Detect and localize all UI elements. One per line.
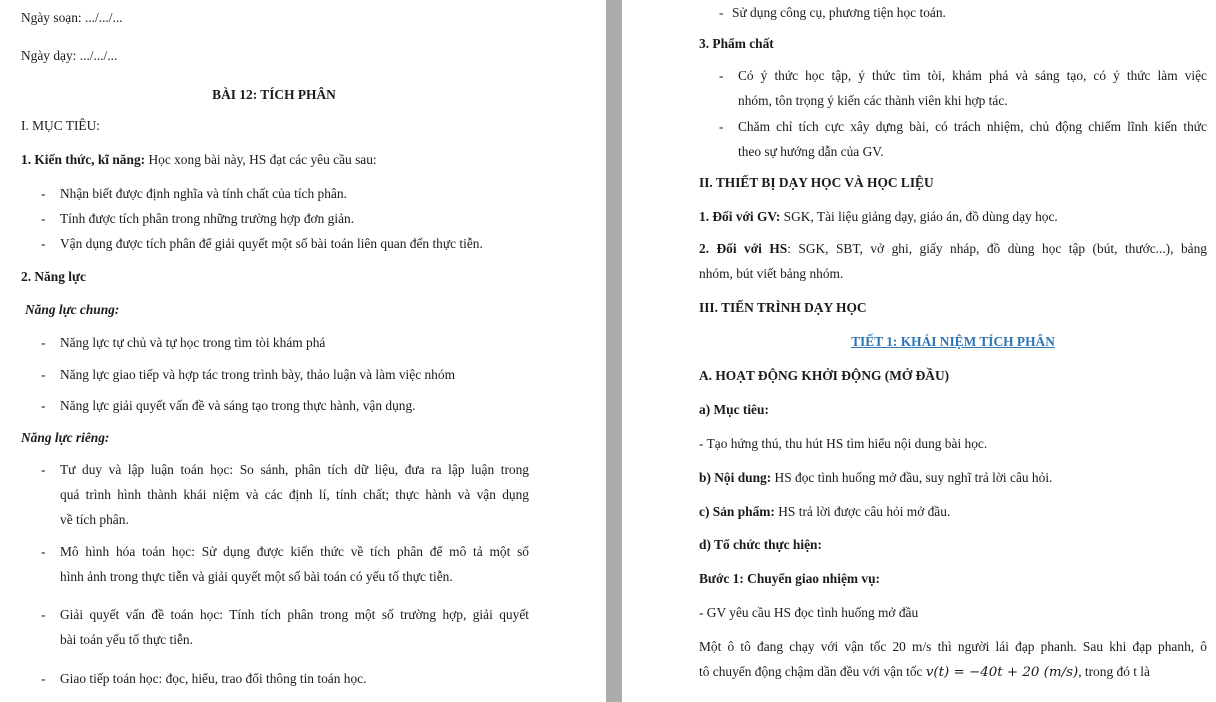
- specific-competence-heading: Năng lực riêng:: [21, 430, 110, 445]
- specific-item-line: Mô hình hóa toán học: Sử dụng được kiến thức về tích phân để mô tả một số: [60, 544, 529, 559]
- content-line: [699, 469, 1052, 487]
- teacher-equipment-text: SGK, Tài liệu giảng dạy, giáo án, đồ dùng dạy học.: [780, 209, 1058, 224]
- step-1-label: Bước 1: Chuyển giao nhiệm vụ:: [699, 571, 880, 586]
- objective-label: a) Mục tiêu:: [699, 402, 769, 417]
- student-equipment-label: 2. Đối với HS: [699, 241, 788, 256]
- qualities-heading: 3. Phẩm chất: [699, 36, 774, 51]
- quality-item-line: Chăm chỉ tích cực xây dựng bài, có trách nhiệm, chủ động chiếm lĩnh kiến thức: [738, 119, 1207, 134]
- organization-label: d) Tổ chức thực hiện:: [699, 537, 822, 552]
- knowledge-item: Tính được tích phân trong những trường hợp đơn giản.: [60, 211, 355, 226]
- document-page-left: Ngày soạn: .../.../... Ngày dạy: .../.../... BÀI 12: TÍCH PHÂN I. MỤC TIÊU: 1. Kiến thức, kĩ năng: Học xong bài này, HS đạt các yêu cầu sau: - Nhận biết được định nghĩa và tính chất của tích phân. - Tính được tích phân trong những trường hợp đơn giản. - Vận dụng được tích phân để giải quyết một số bài toán liên quan đến thực tiễn. 2. Năng lực Năng lực chung: - Năng lực tự chủ và tự học trong tìm tòi khám phá - Năng lực giao tiếp và hợp tác trong trình bày, thảo luận và làm việc nhóm - Năng lực giải quyết vấn đề và sáng tạo trong thực hành, vận dụng. Năng lực riêng: - Tư duy và lập luận toán học: So sánh, phân tích dữ liệu, đưa ra lập luận trong quá trình hình thành khái niệm và các định lí, tính chất; thực hành và vận dụng về tích phân. - Mô hình hóa toán học: Sử dụng được kiến thức về tích phân để mô tả một số hình ảnh trong thực tiễn và giải quyết một số bài toán có yếu tố thực tiễn. - Giải quyết vấn đề toán học: Tính tích phân trong một số trường hợp, giải quyết bài toán yếu tố thực tiễn. - Giao tiếp toán học: đọc, hiểu, trao đổi thông tin toán học.: [0, 0, 606, 702]
- lesson-title: BÀI 12: TÍCH PHÂN: [212, 87, 336, 102]
- quality-item-line: nhóm, tôn trọng ý kiến các thành viên khi hợp tác.: [738, 93, 1008, 108]
- product-label: c) Sản phẩm:: [699, 504, 775, 519]
- problem-line: Một ô tô đang chạy với vận tốc 20 m/s thì người lái đạp phanh. Sau khi đạp phanh, ô: [699, 639, 1207, 654]
- specific-item-line: Giao tiếp toán học: đọc, hiểu, trao đổi thông tin toán học.: [60, 671, 367, 686]
- section-objectives: I. MỤC TIÊU:: [21, 118, 100, 133]
- product-line: [699, 503, 950, 521]
- general-competence-item: Năng lực giao tiếp và hợp tác trong trình bày, thảo luận và làm việc nhóm: [60, 367, 455, 382]
- product-text: HS trả lời được câu hỏi mở đầu.: [774, 504, 951, 519]
- student-equipment-line: [699, 240, 1207, 258]
- knowledge-label: 1. Kiến thức, kĩ năng:: [21, 152, 146, 167]
- objective-text: - Tạo hứng thú, thu hút HS tìm hiểu nội dung bài học.: [699, 436, 988, 451]
- period-1-heading-link[interactable]: TIẾT 1: KHÁI NIỆM TÍCH PHÂN: [851, 334, 1055, 349]
- specific-item-line: hình ảnh trong thực tiễn và giải quyết một số bài toán có yếu tố thực tiễn.: [60, 569, 453, 584]
- quality-item-line: theo sự hướng dẫn của GV.: [738, 144, 884, 159]
- quality-item-line: Có ý thức học tập, ý thức tìm tòi, khám phá và sáng tạo, có ý thức làm việc: [738, 68, 1207, 83]
- date-prep: Ngày soạn: .../.../...: [21, 10, 123, 25]
- tools-item: Sử dụng công cụ, phương tiện học toán.: [732, 5, 946, 20]
- teacher-equipment-label: 1. Đối với GV:: [699, 209, 781, 224]
- section-process: III. TIẾN TRÌNH DẠY HỌC: [699, 300, 867, 315]
- knowledge-line: [21, 151, 377, 169]
- problem-line-2: tô chuyển động chậm dần đều với vận tốc v(t) = −40t + 20 (m/s), trong đó t là: [699, 664, 1150, 680]
- teacher-equipment-line: [699, 208, 1058, 226]
- teacher-request: - GV yêu cầu HS đọc tình huống mở đầu: [699, 605, 919, 620]
- velocity-formula: v(t) = −40t + 20 (m/s): [925, 665, 1079, 680]
- section-equipment: II. THIẾT BỊ DẠY HỌC VÀ HỌC LIỆU: [699, 175, 934, 190]
- general-competence-item: Năng lực giải quyết vấn đề và sáng tạo trong thực hành, vận dụng.: [60, 398, 416, 413]
- knowledge-text: Học xong bài này, HS đạt các yêu cầu sau:: [145, 152, 377, 167]
- activity-a-heading: A. HOẠT ĐỘNG KHỞI ĐỘNG (MỞ ĐẦU): [699, 368, 950, 383]
- specific-item-line: Giải quyết vấn đề toán học: Tính tích phân trong một số trường hợp, giải quyết: [60, 607, 529, 622]
- document-page-right: - Sử dụng công cụ, phương tiện học toán. 3. Phẩm chất - Có ý thức học tập, ý thức tìm tòi, khám phá và sáng tạo, có ý thức làm việc nhóm, tôn trọng ý kiến các thành viên khi hợp tác. - Chăm chỉ tích cực xây dựng bài, có trách nhiệm, chủ động chiếm lĩnh kiến thức theo sự hướng dẫn của GV. II. THIẾT BỊ DẠY HỌC VÀ HỌC LIỆU 1. Đối với GV: SGK, Tài liệu giảng dạy, giáo án, đồ dùng dạy học. 2. Đối với HS: SGK, SBT, vở ghi, giấy nháp, đồ dùng học tập (bút, thước...), bảng nhóm, bút viết bảng nhóm. III. TIẾN TRÌNH DẠY HỌC TIẾT 1: KHÁI NIỆM TÍCH PHÂN A. HOẠT ĐỘNG KHỞI ĐỘNG (MỞ ĐẦU) a) Mục tiêu: - Tạo hứng thú, thu hút HS tìm hiểu nội dung bài học. b) Nội dung: HS đọc tình huống mở đầu, suy nghĩ trả lời câu hỏi. c) Sản phẩm: HS trả lời được câu hỏi mở đầu. d) Tổ chức thực hiện: Bước 1: Chuyển giao nhiệm vụ: - GV yêu cầu HS đọc tình huống mở đầu Một ô tô đang chạy với vận tốc 20 m/s thì người lái đạp phanh. Sau khi đạp phanh, ô tô chuyển động chậm dần đều với vận tốc v(t) = −40t + 20 (m/s), trong đó t là: [622, 0, 1216, 702]
- specific-item-line: về tích phân.: [60, 512, 129, 527]
- student-equipment-line-2: nhóm, bút viết bảng nhóm.: [699, 266, 844, 281]
- content-text: HS đọc tình huống mở đầu, suy nghĩ trả lời câu hỏi.: [771, 470, 1053, 485]
- specific-item-line: quá trình hình thành khái niệm và các định lí, tính chất; thực hành và vận dụng: [60, 487, 529, 502]
- specific-item-line: Tư duy và lập luận toán học: So sánh, phân tích dữ liệu, đưa ra lập luận trong: [60, 462, 529, 477]
- date-teach: Ngày dạy: .../.../...: [21, 48, 118, 63]
- knowledge-item: Nhận biết được định nghĩa và tính chất của tích phân.: [60, 186, 347, 201]
- general-competence-heading: Năng lực chung:: [25, 302, 120, 317]
- general-competence-item: Năng lực tự chủ và tự học trong tìm tòi khám phá: [60, 335, 326, 350]
- competence-heading: 2. Năng lực: [21, 269, 86, 284]
- knowledge-item: Vận dụng được tích phân để giải quyết một số bài toán liên quan đến thực tiễn.: [60, 236, 483, 251]
- specific-item-line: bài toán yếu tố thực tiễn.: [60, 632, 193, 647]
- content-label: b) Nội dung:: [699, 470, 772, 485]
- student-equipment-text: : SGK, SBT, vở ghi, giấy nháp, đồ dùng học tập (bút, thước...), bảng: [787, 241, 1207, 256]
